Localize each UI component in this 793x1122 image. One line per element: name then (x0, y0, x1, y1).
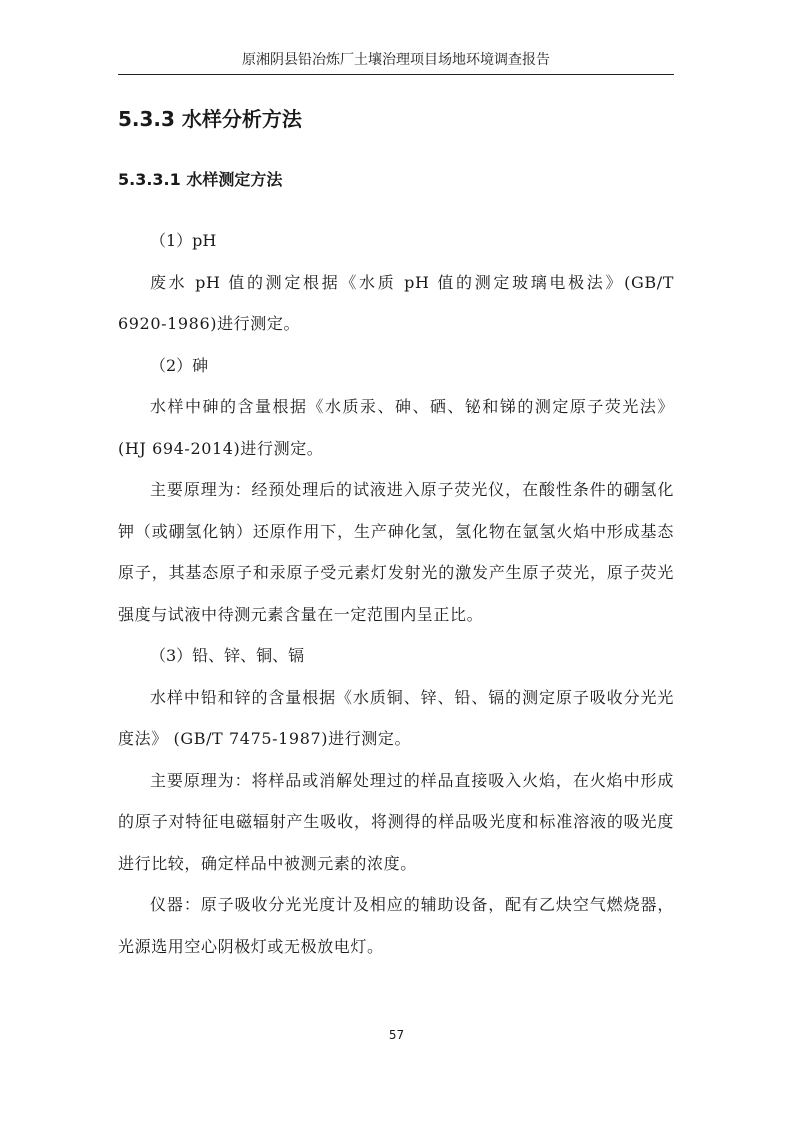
subsection-heading: 5.3.3.1 水样测定方法 (118, 170, 283, 189)
page-header: 原湘阴县铅冶炼厂土壤治理项目场地环境调查报告 (242, 52, 550, 68)
document-body (118, 100, 674, 967)
item-label-arsenic: （2）砷 (150, 355, 209, 375)
paragraph: 仪器：原子吸收分光光度计及相应的辅助设备，配有乙炔空气燃烧器，光源选用空心阴极灯或无极放电灯。 (118, 895, 674, 956)
page-number: 57 (388, 1028, 405, 1042)
header-divider (118, 74, 674, 75)
paragraph: 水样中砷的含量根据《水质汞、砷、硒、铋和锑的测定原子荧光法》(HJ 694-2014)进行测定。 (118, 397, 674, 458)
item-label-metals: （3）铅、锌、铜、镉 (150, 646, 305, 665)
item-label-ph: （1）pH (150, 231, 217, 250)
section-heading: 5.3.3 水样分析方法 (118, 107, 302, 131)
paragraph: 废水 pH 值的测定根据《水质 pH 值的测定玻璃电极法》(GB/T 6920-1986)进行测定。 (118, 272, 674, 333)
paragraph: 主要原理为：经预处理后的试液进入原子荧光仪，在酸性条件的硼氢化钾（或硼氢化钠）还原作用下，生产砷化氢，氢化物在氩氢火焰中形成基态原子，其基态原子和汞原子受元素灯发射光的激发产生原子荧光，原子荧光强度与试液中待测元素含量在一定范围内呈正比。 (118, 480, 674, 624)
paragraph: 水样中铅和锌的含量根据《水质铜、锌、铅、镉的测定原子吸收分光光度法》 (GB/T 7475-1987)进行测定。 (118, 687, 674, 748)
paragraph: 主要原理为：将样品或消解处理过的样品直接吸入火焰，在火焰中形成的原子对特征电磁辐射产生吸收，将测得的样品吸光度和标准溶液的吸光度进行比较，确定样品中被测元素的浓度。 (118, 770, 674, 873)
